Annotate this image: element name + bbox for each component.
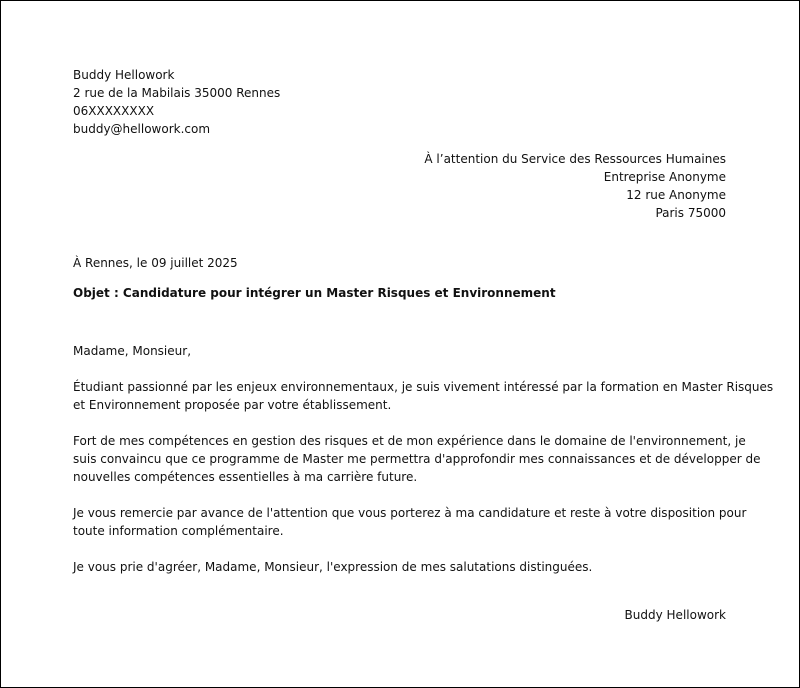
- text-line: toute information complémentaire.: [73, 524, 284, 538]
- recipient-city: Paris 75000: [655, 206, 726, 220]
- text-line: Fort de mes compétences en gestion des risques et de mon expérience dans le domaine de l'environnement, je: [73, 434, 746, 448]
- text-line: Étudiant passionné par les enjeux environnementaux, je suis vivement intéressé par la formation en Master Risques: [73, 380, 774, 394]
- recipient-block: [424, 150, 726, 222]
- salutation: Madame, Monsieur,: [73, 344, 192, 358]
- letter-subject: Objet : Candidature pour intégrer un Master Risques et Environnement: [73, 286, 556, 300]
- sender-block: [73, 66, 280, 138]
- sender-address: 2 rue de la Mabilais 35000 Rennes: [73, 86, 281, 100]
- text-line: suis convaincu que ce programme de Master me permettra d'approfondir mes connaissances et de développer de: [73, 452, 761, 466]
- paragraph-skills: [73, 432, 761, 486]
- letter-body: [73, 342, 774, 594]
- text-line: et Environnement proposée par votre établissement.: [73, 398, 392, 412]
- text-line: Je vous prie d'agréer, Madame, Monsieur, l'expression de mes salutations distinguées.: [73, 560, 593, 574]
- paragraph-thanks: [73, 504, 747, 540]
- letter-date: À Rennes, le 09 juillet 2025: [73, 256, 238, 270]
- paragraph-closing: [73, 558, 733, 576]
- sender-phone: 06XXXXXXXX: [73, 104, 155, 118]
- recipient-attention: À l’attention du Service des Ressources Humaines: [424, 152, 726, 166]
- recipient-street: 12 rue Anonyme: [626, 188, 726, 202]
- sender-name: Buddy Hellowork: [73, 68, 175, 82]
- signature: Buddy Hellowork: [624, 608, 726, 622]
- recipient-company: Entreprise Anonyme: [603, 170, 726, 184]
- paragraph-motivation: [73, 378, 774, 414]
- text-line: Je vous remercie par avance de l'attention que vous porterez à ma candidature et reste à votre disposition pour: [73, 506, 747, 520]
- text-line: nouvelles compétences essentielles à ma carrière future.: [73, 470, 418, 484]
- sender-email: buddy@hellowork.com: [73, 122, 211, 136]
